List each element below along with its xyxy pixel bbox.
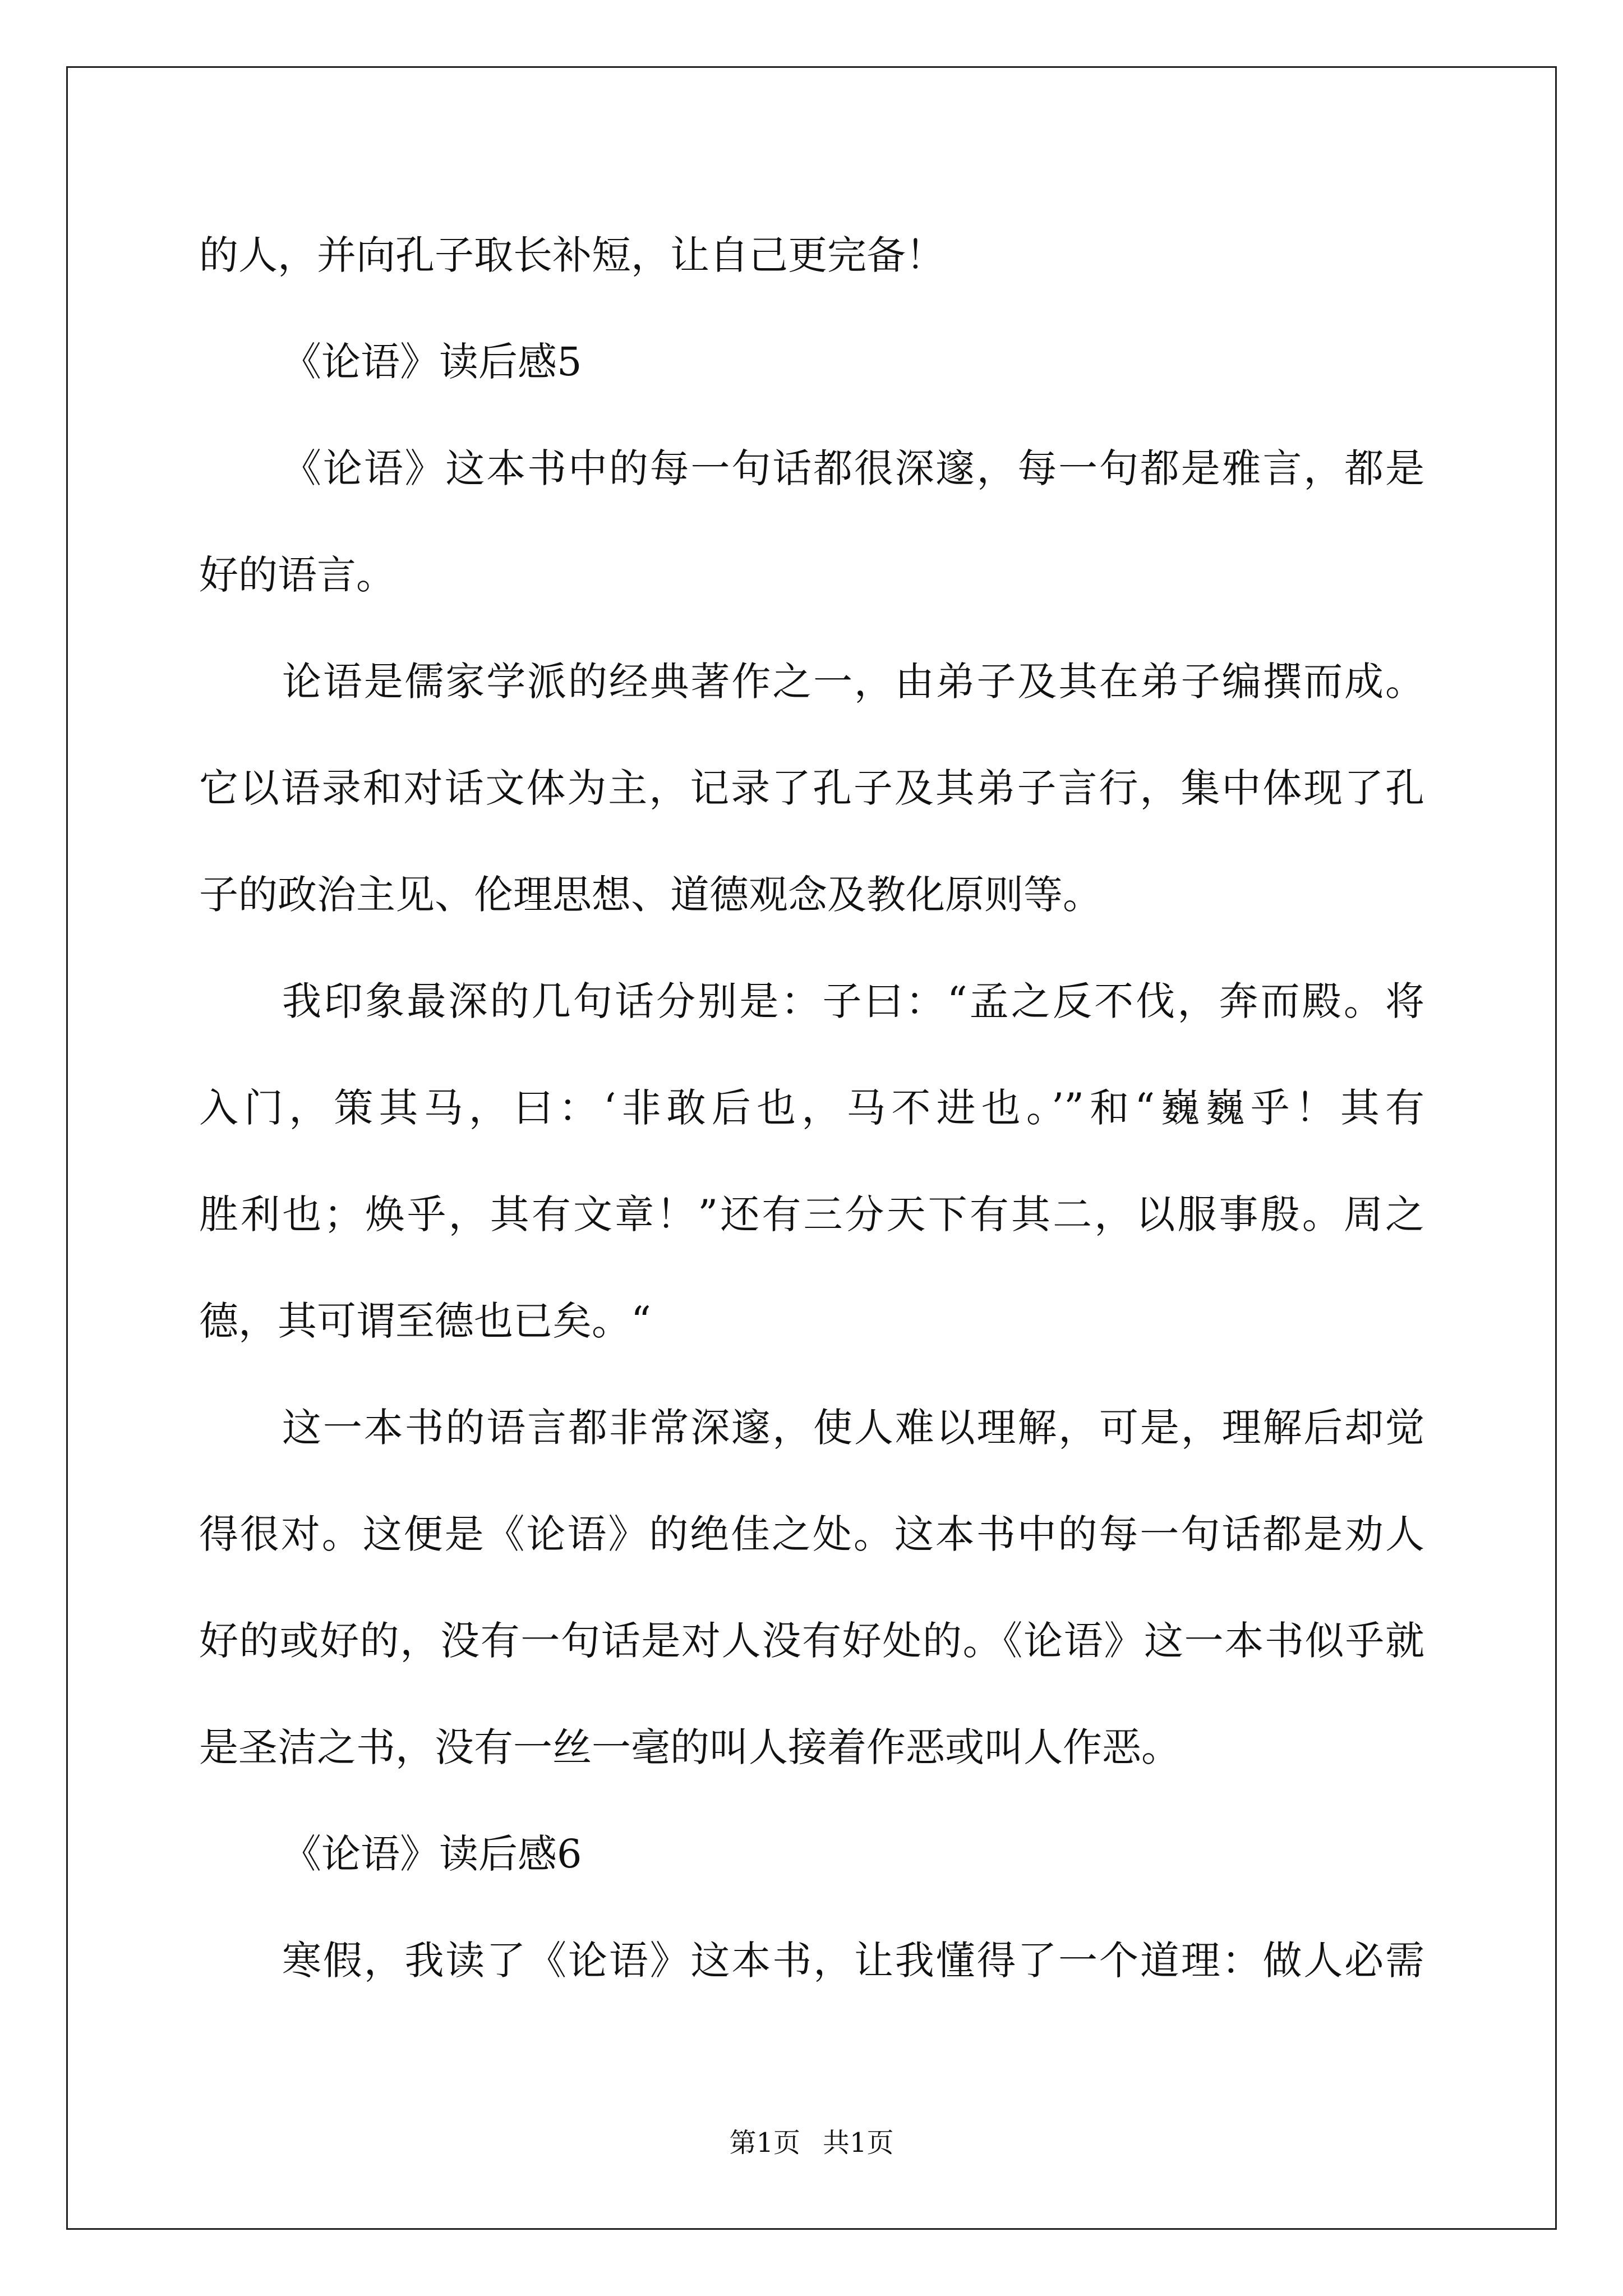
text-line: 子的政治主见、伦理思想、道德观念及教化原则等。 [199, 872, 1102, 918]
section-heading: 《论语》读后感5 [282, 339, 582, 385]
text-line: 的人，并向孔子取长补短，让自己更完备！ [199, 232, 945, 278]
text-line: 好的或好的，没有一句话是对人没有好处的。《论语》这一本书似乎就 [199, 1618, 1424, 1664]
text-line: 入门，策其马，曰：‘非敢后也，马不进也。’”和“巍巍乎！其有 [199, 1085, 1424, 1131]
page-footer [0, 2126, 1623, 2160]
page-number: 第1页 [729, 2127, 800, 2159]
page-total: 共1页 [823, 2127, 894, 2159]
text-line: 得很对。这便是《论语》的绝佳之处。这本书中的每一句话都是劝人 [199, 1511, 1424, 1557]
text-line: 这一本书的语言都非常深邃，使人难以理解，可是，理解后却觉 [282, 1405, 1424, 1451]
document-body [199, 202, 1424, 2014]
text-line: 我印象最深的几句话分别是：子曰：“孟之反不伐，奔而殿。将 [282, 978, 1424, 1024]
text-line: 它以语录和对话文体为主，记录了孔子及其弟子言行，集中体现了孔 [199, 765, 1424, 811]
text-line: 德，其可谓至德也已矣。“ [199, 1298, 651, 1344]
text-line: 《论语》这本书中的每一句话都很深邃，每一句都是雅言，都是 [282, 445, 1424, 491]
text-line: 胜利也；焕乎，其有文章！”还有三分天下有其二，以服事殷。周之 [199, 1191, 1424, 1237]
text-line: 好的语言。 [199, 552, 395, 598]
text-line: 是圣洁之书，没有一丝一毫的叫人接着作恶或叫人作恶。 [199, 1724, 1181, 1770]
text-line: 寒假，我读了《论语》这本书，让我懂得了一个道理：做人必需 [282, 1938, 1424, 1984]
text-line: 论语是儒家学派的经典著作之一，由弟子及其在弟子编撰而成。 [282, 659, 1424, 705]
section-heading: 《论语》读后感6 [282, 1831, 582, 1877]
